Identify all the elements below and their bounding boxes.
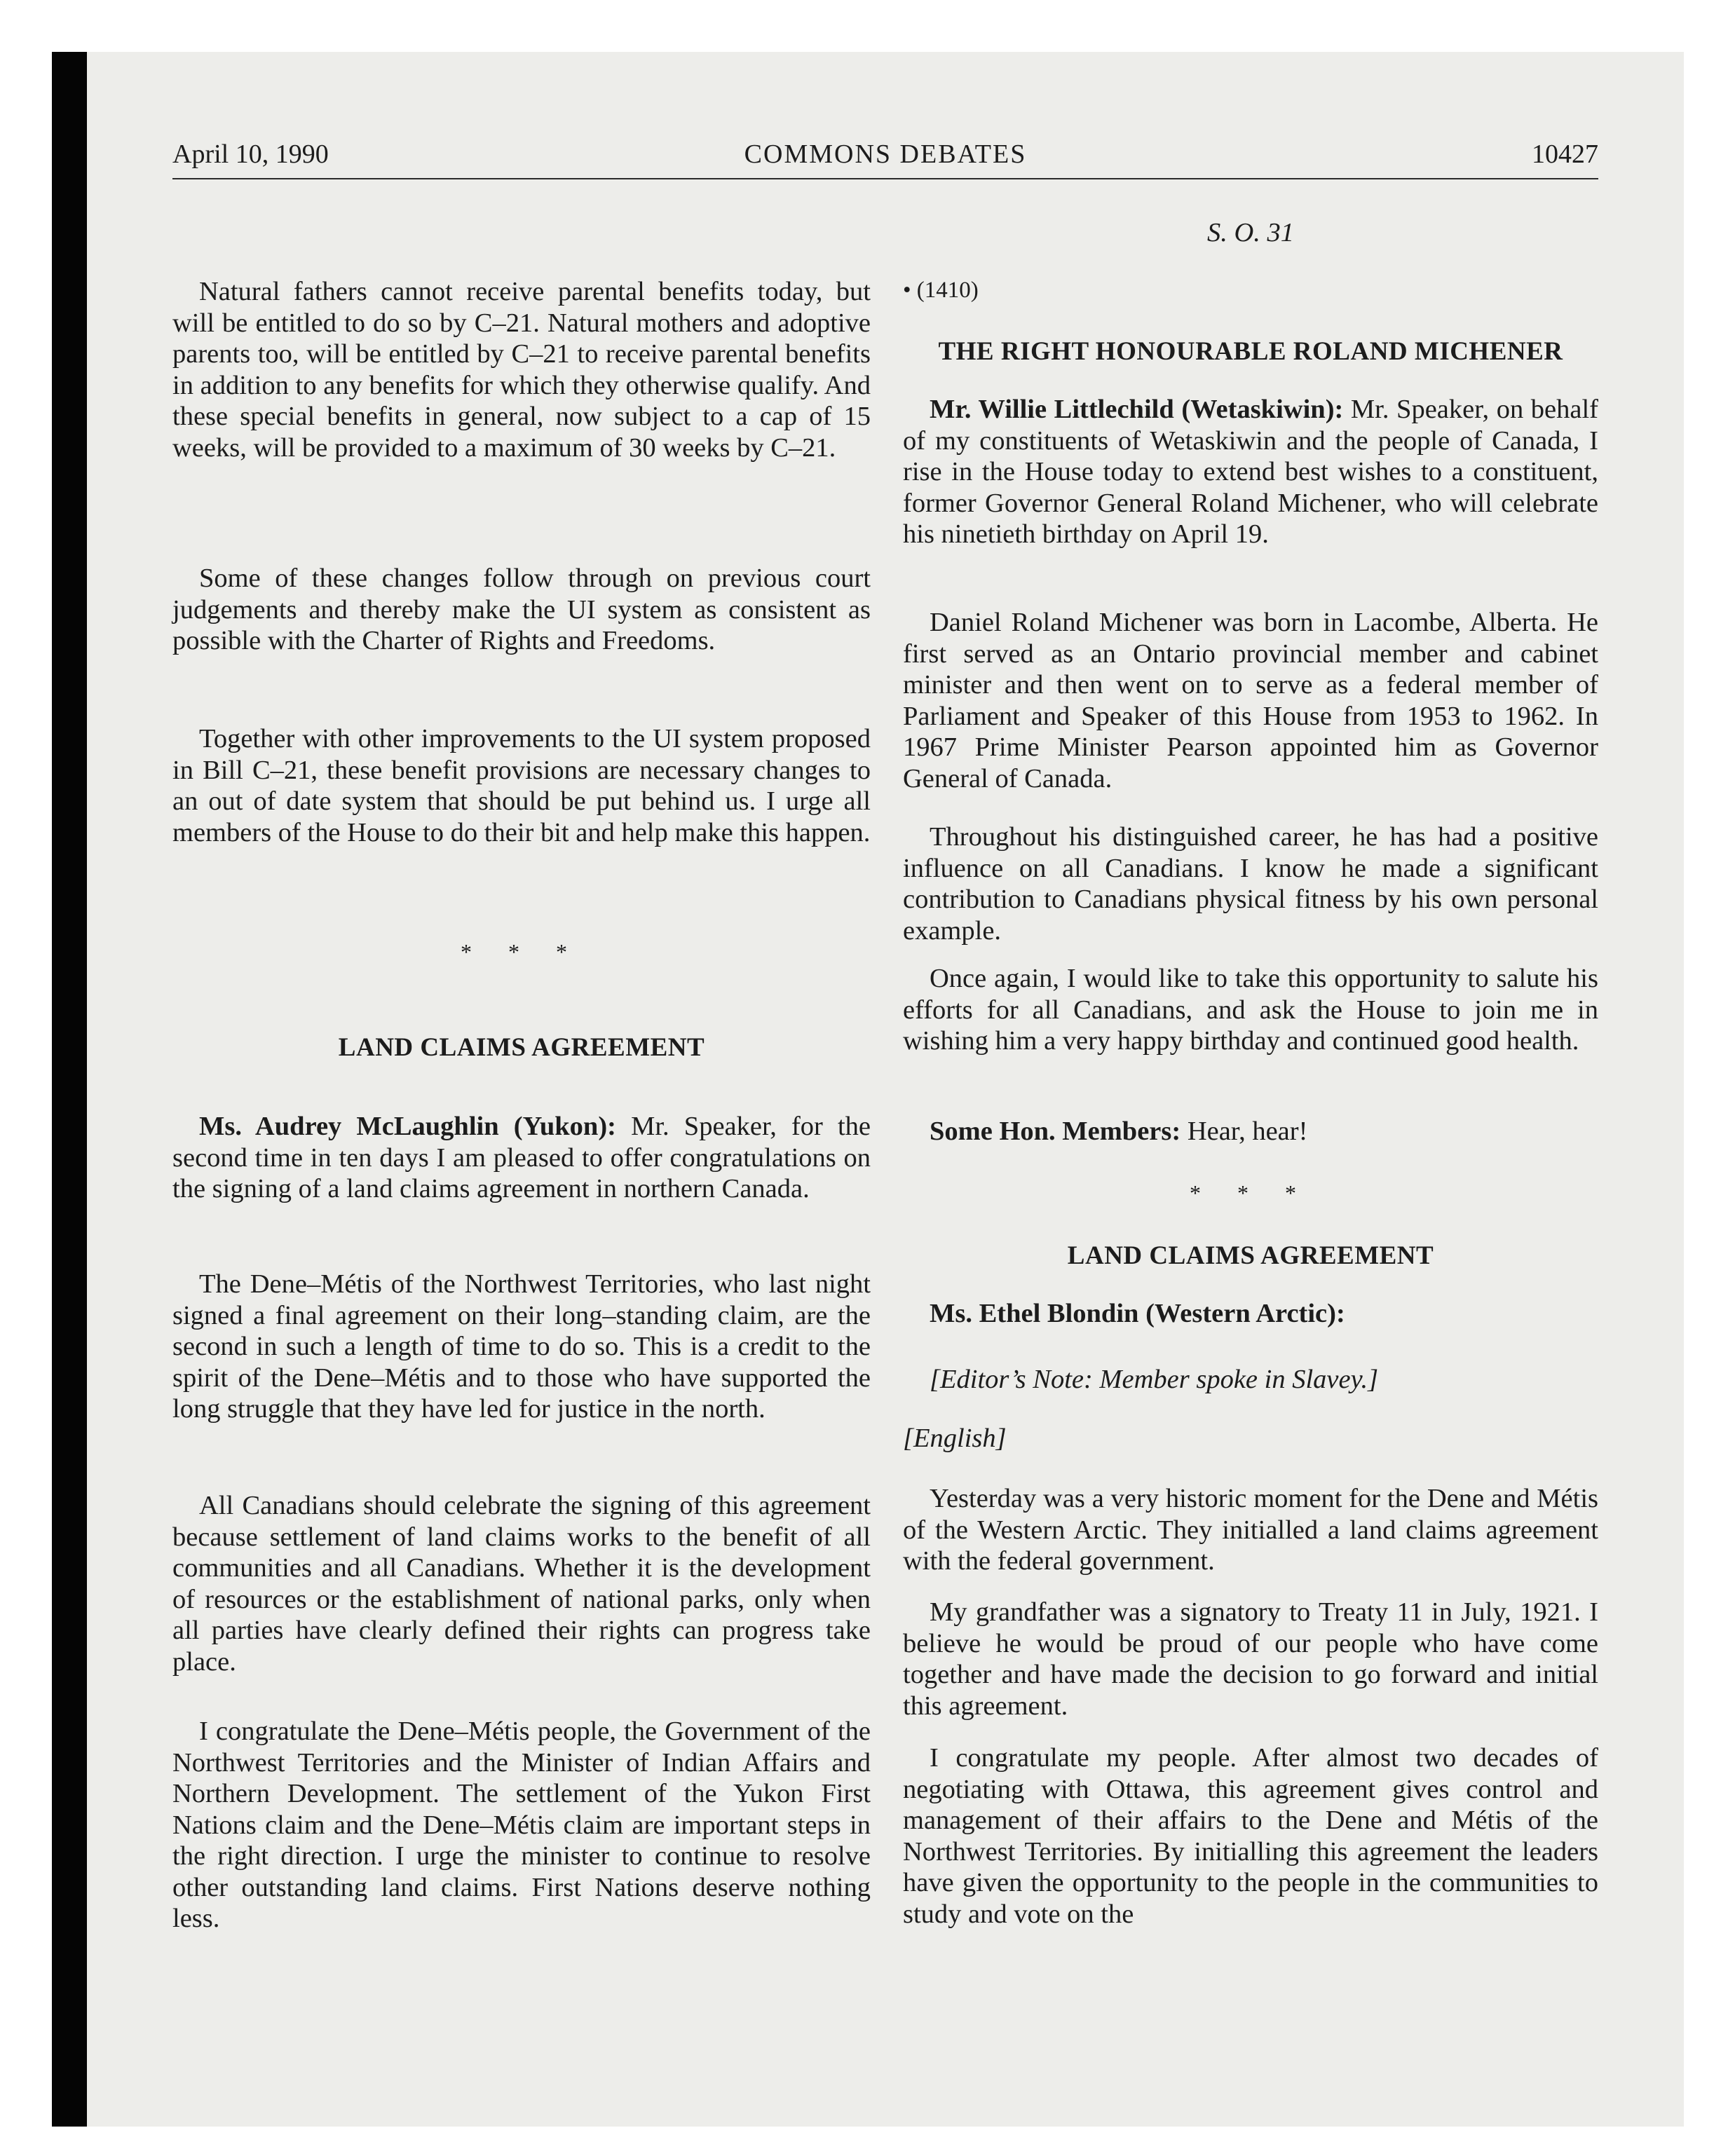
paragraph: All Canadians should celebrate the signing of this agreement because settlement of land claims works to the benefit of all communities and all Canadians. Whether it is the development of resources or the establishment of national parks, only when all parties have clearly defined their rights can progress take place.	[172, 1491, 871, 1677]
paragraph: Yesterday was a very historic moment for the Dene and Métis of the Western Arctic. They initialled a land claims agreement with the federal government.	[903, 1484, 1598, 1576]
speaker-name: Ms. Ethel Blondin (Western Arctic):	[930, 1299, 1345, 1328]
page-header	[172, 137, 1598, 179]
paragraph: I congratulate the Dene–Métis people, the Government of the Northwest Territories and the Minister of Indian Affairs and Northern Development. The settlement of the Yukon First Nations claim and the Dene–Métis claim are important steps in the right direction. I urge the minister to continue to resolve other outstanding land claims. First Nations deserve nothing less.	[172, 1717, 871, 1933]
section-separator: * * *	[1190, 1180, 1312, 1206]
speech-text: Mr. Speaker, for the second time in ten days I am pleased to offer congratulations on the signing of a land claims agreement in northern Canada.	[172, 1112, 871, 1203]
interjection	[903, 1116, 1598, 1147]
paragraph: Once again, I would like to take this opportunity to salute his efforts for all Canadians, and ask the House to join me in wishing him a very happy birthday and continued good health.	[903, 964, 1598, 1056]
paragraph: I congratulate my people. After almost two decades of negotiating with Ottawa, this agreement gives control and management of their affairs to the Dene and Métis of the Northwest Territories. By initialling this agreement the leaders have given the opportunity to the people in the communities to study and vote on the	[903, 1743, 1598, 1929]
speaker-name: Mr. Willie Littlechild (Wetaskiwin):	[930, 395, 1344, 424]
paragraph: Natural fathers cannot receive parental benefits today, but will be entitled to do so by C–21. Natural mothers and adoptive parents too, will be entitled by C–21 to receive parental benefits in addition to any benefits for which they otherwise qualify. And these special benefits in general, now subject to a cap of 15 weeks, will be provided to a maximum of 30 weeks by C–21.	[172, 277, 871, 463]
speaker-name: Ms. Audrey McLaughlin (Yukon):	[199, 1112, 616, 1141]
header-title: COMMONS DEBATES	[744, 139, 1027, 169]
speech-text: Mr. Speaker, on behalf of my constituents of Wetaskiwin and the people of Canada, I rise in the House today to extend best wishes to a constituent, former Governor General Roland Michener, who will celebrate his ninetieth birthday on April 19.	[903, 395, 1598, 549]
paragraph: My grandfather was a signatory to Treaty 11 in July, 1921. I believe he would be proud of our people who have come together and have made the decision to go forward and initial this agreement.	[903, 1597, 1598, 1721]
paragraph: Together with other improvements to the UI system proposed in Bill C–21, these benefit provisions are necessary changes to an out of date system that should be put behind us. I urge all members of the House to do their bit and help make this happen.	[172, 724, 871, 847]
section-label: S. O. 31	[1206, 218, 1295, 247]
header-rule	[172, 178, 1598, 179]
time-stamp: • (1410)	[903, 278, 979, 303]
paragraph: Throughout his distinguished career, he has had a positive influence on all Canadians. I know he made a significant contribution to Canadians physical fitness by his own personal example.	[903, 822, 1598, 946]
header-date: April 10, 1990	[172, 139, 329, 169]
speaker-line	[903, 1298, 1598, 1330]
section-heading: LAND CLAIMS AGREEMENT	[1067, 1241, 1434, 1270]
section-heading: THE RIGHT HONOURABLE ROLAND MICHENER	[938, 337, 1563, 366]
interjection-text: Hear, hear!	[1187, 1117, 1308, 1146]
paragraph: The Dene–Métis of the Northwest Territories, who last night signed a final agreement on their long–standing claim, are the second in such a length of time to do so. This is a credit to the spirit of the Dene–Métis and to those who have supported the long struggle that they have led for justice in the north.	[172, 1269, 871, 1424]
paragraph: Daniel Roland Michener was born in Lacombe, Alberta. He first served as an Ontario provincial member and cabinet minister and then went on to serve as a federal member of Parliament and Speaker of this House from 1953 to 1962. In 1967 Prime Minister Pearson appointed him as Governor General of Canada.	[903, 608, 1598, 793]
language-note: [English]	[903, 1424, 1007, 1453]
speech-paragraph	[903, 394, 1598, 550]
speech-paragraph	[172, 1111, 871, 1205]
section-heading: LAND CLAIMS AGREEMENT	[338, 1033, 705, 1062]
editor-note: [Editor’s Note: Member spoke in Slavey.]	[930, 1365, 1379, 1394]
paragraph: Some of these changes follow through on previous court judgements and thereby make the UI system as consistent as possible with the Charter of Rights and Freedoms.	[172, 564, 871, 655]
header-page-number: 10427	[1532, 139, 1598, 169]
speaker-name: Some Hon. Members:	[930, 1117, 1181, 1146]
section-separator: * * *	[461, 939, 583, 964]
binding-edge	[52, 52, 87, 2127]
